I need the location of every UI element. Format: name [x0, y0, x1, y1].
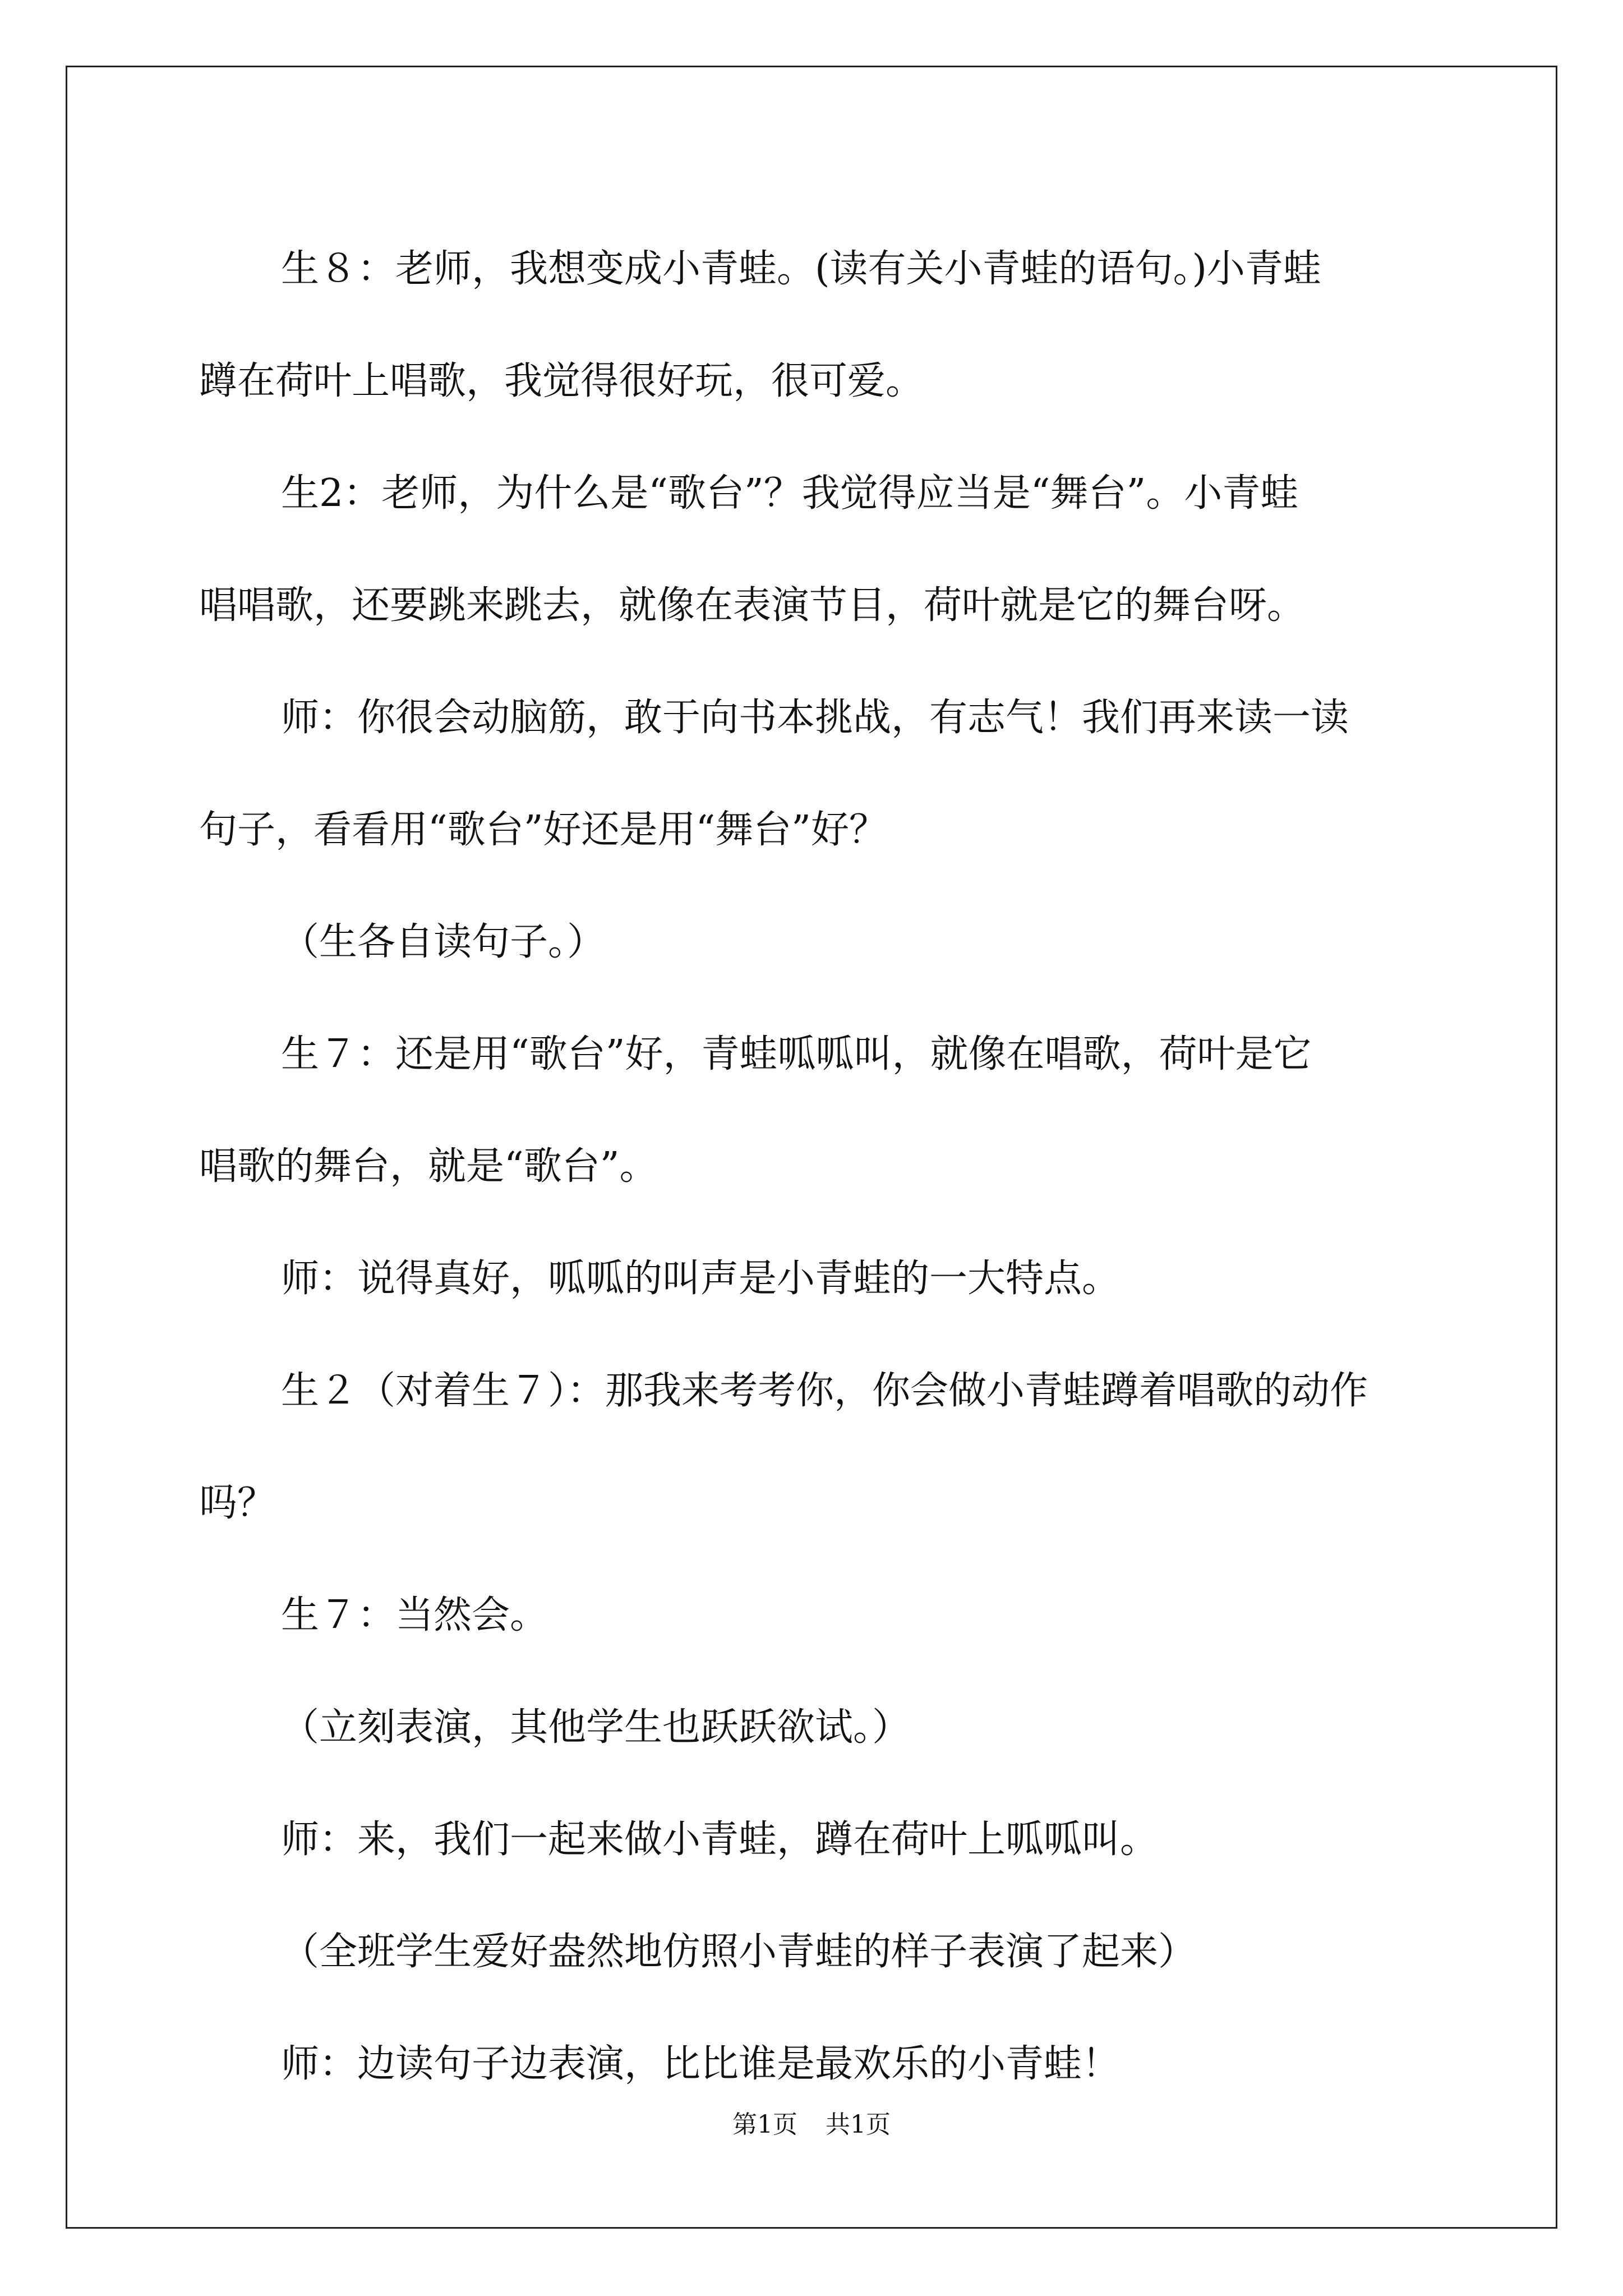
page-footer: [0, 2108, 1623, 2142]
text-line: 蹲在荷叶上唱歌，我觉得很好玩，很可爱。: [199, 359, 924, 403]
text-line: （生各自读句子。）: [281, 920, 606, 964]
text-line: 生2：老师，为什么是“歌台”？我觉得应当是“舞台”。小青蛙: [281, 471, 1299, 516]
document-body: [199, 213, 1428, 2120]
text-line: （全班学生爱好盎然地仿照小青蛙的样子表演了起来）: [281, 1930, 1197, 1974]
text-line: 师：你很会动脑筋，敢于向书本挑战，有志气！我们再来读一读: [281, 696, 1349, 740]
page-number-current: 第1页: [732, 2110, 797, 2139]
text-line: 唱唱歌，还要跳来跳去，就像在表演节目，荷叶就是它的舞台呀。: [199, 583, 1306, 628]
text-line: 师：说得真好，呱呱的叫声是小青蛙的一大特点。: [281, 1257, 1121, 1301]
text-line: 生７：当然会。: [281, 1593, 548, 1637]
text-line: 句子，看看用“歌台”好还是用“舞台”好？: [199, 808, 888, 852]
text-line: （立刻表演，其他学生也跃跃欲试。）: [281, 1705, 911, 1750]
text-line: 生８：老师，我想变成小青蛙。(读有关小青蛙的语句。)小青蛙: [281, 247, 1322, 291]
text-line: 唱歌的舞台，就是“歌台”。: [199, 1144, 658, 1189]
text-line: 吗？: [199, 1481, 276, 1525]
text-line: 师：来，我们一起来做小青蛙，蹲在荷叶上呱呱叫。: [281, 1818, 1159, 1862]
text-line: 师：边读句子边表演，比比谁是最欢乐的小青蛙！: [281, 2042, 1121, 2086]
text-line: 生７：还是用“歌台”好，青蛙呱呱叫，就像在唱歌，荷叶是它: [281, 1032, 1312, 1076]
text-line: 生２（对着生７）：那我来考考你，你会做小青蛙蹲着唱歌的动作: [281, 1369, 1368, 1413]
page-number-total: 共1页: [826, 2110, 891, 2139]
